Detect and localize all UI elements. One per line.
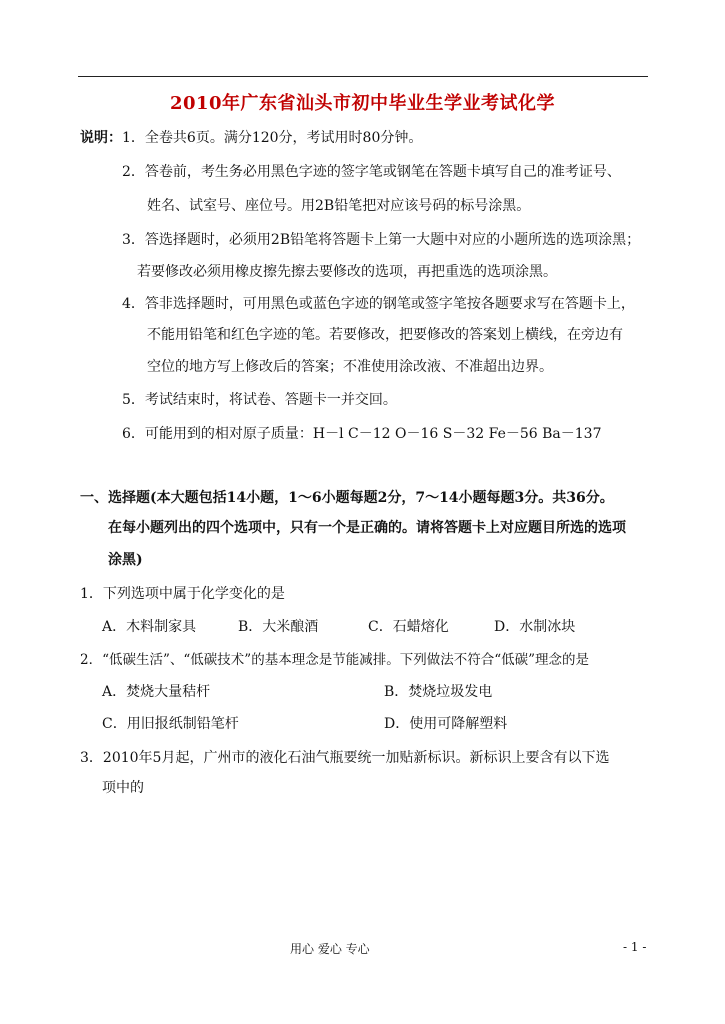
option-a: A．木料制家具: [102, 619, 197, 635]
question-stem: 3．2010年5月起，广州市的液化石油气瓶要统一加贴新标识。新标识上要含有以下选: [80, 750, 610, 766]
instruction-line: 6．可能用到的相对原子质量：H－l C－12 O－16 S－32 Fe－56 Ba－137: [122, 426, 602, 442]
instruction-line: 4．答非选择题时，可用黑色或蓝色字迹的钢笔或签字笔按各题要求写在答题卡上，: [122, 296, 635, 312]
question-stem-continued: 项中的: [102, 780, 144, 796]
instruction-line: 1．全卷共6页。满分120分，考试用时80分钟。: [122, 130, 423, 146]
instructions-heading: 说明：: [80, 130, 122, 146]
option-b: B．大米酿酒: [238, 619, 319, 635]
instruction-line: 2．答卷前，考生务必用黑色字迹的签字笔或钢笔在答题卡填写自己的准考证号、: [122, 164, 621, 180]
instruction-line: 不能用铅笔和红色字迹的笔。若要修改，把要修改的答案划上横线，在旁边有: [147, 327, 623, 343]
header-rule: [78, 76, 648, 77]
option-c: C．用旧报纸制铅笔杆: [102, 716, 239, 732]
instruction-line: 若要修改必须用橡皮擦先擦去要修改的选项，再把重选的选项涂黑。: [137, 264, 557, 280]
option-d: D．使用可降解塑料: [384, 716, 508, 732]
page-number: - 1 -: [623, 940, 647, 954]
section-heading-line: 在每小题列出的四个选项中，只有一个是正确的。请将答题卡上对应题目所选的选项: [108, 520, 626, 536]
option-d: D．水制冰块: [494, 619, 576, 635]
instruction-line: 5．考试结束时，将试卷、答题卡一并交回。: [122, 392, 397, 408]
page-title: 2010年广东省汕头市初中毕业生学业考试化学: [169, 93, 556, 114]
section-heading-line: 一、选择题(本大题包括14小题，1～6小题每题2分，7～14小题每题3分。共36分。: [80, 490, 614, 506]
question-stem: 1．下列选项中属于化学变化的是: [80, 586, 285, 602]
instruction-line: 3．答选择题时，必须用2B铅笔将答题卡上第一大题中对应的小题所选的选项涂黑；: [122, 232, 641, 248]
instruction-line: 姓名、试室号、座位号。用2B铅笔把对应该号码的标号涂黑。: [147, 198, 531, 214]
instruction-line: 空位的地方写上修改后的答案；不准使用涂改液、不准超出边界。: [147, 359, 553, 375]
option-c: C．石蜡熔化: [368, 619, 449, 635]
question-stem: 2．“低碳生活”、“低碳技术”的基本理念是节能减排。下列做法不符合“低碳”理念的是: [80, 652, 589, 668]
option-b: B．焚烧垃圾发电: [384, 684, 493, 700]
footer-motto: 用心 爱心 专心: [290, 942, 370, 956]
option-a: A．焚烧大量秸杆: [102, 684, 211, 700]
section-heading-line: 涂黑): [108, 552, 143, 568]
